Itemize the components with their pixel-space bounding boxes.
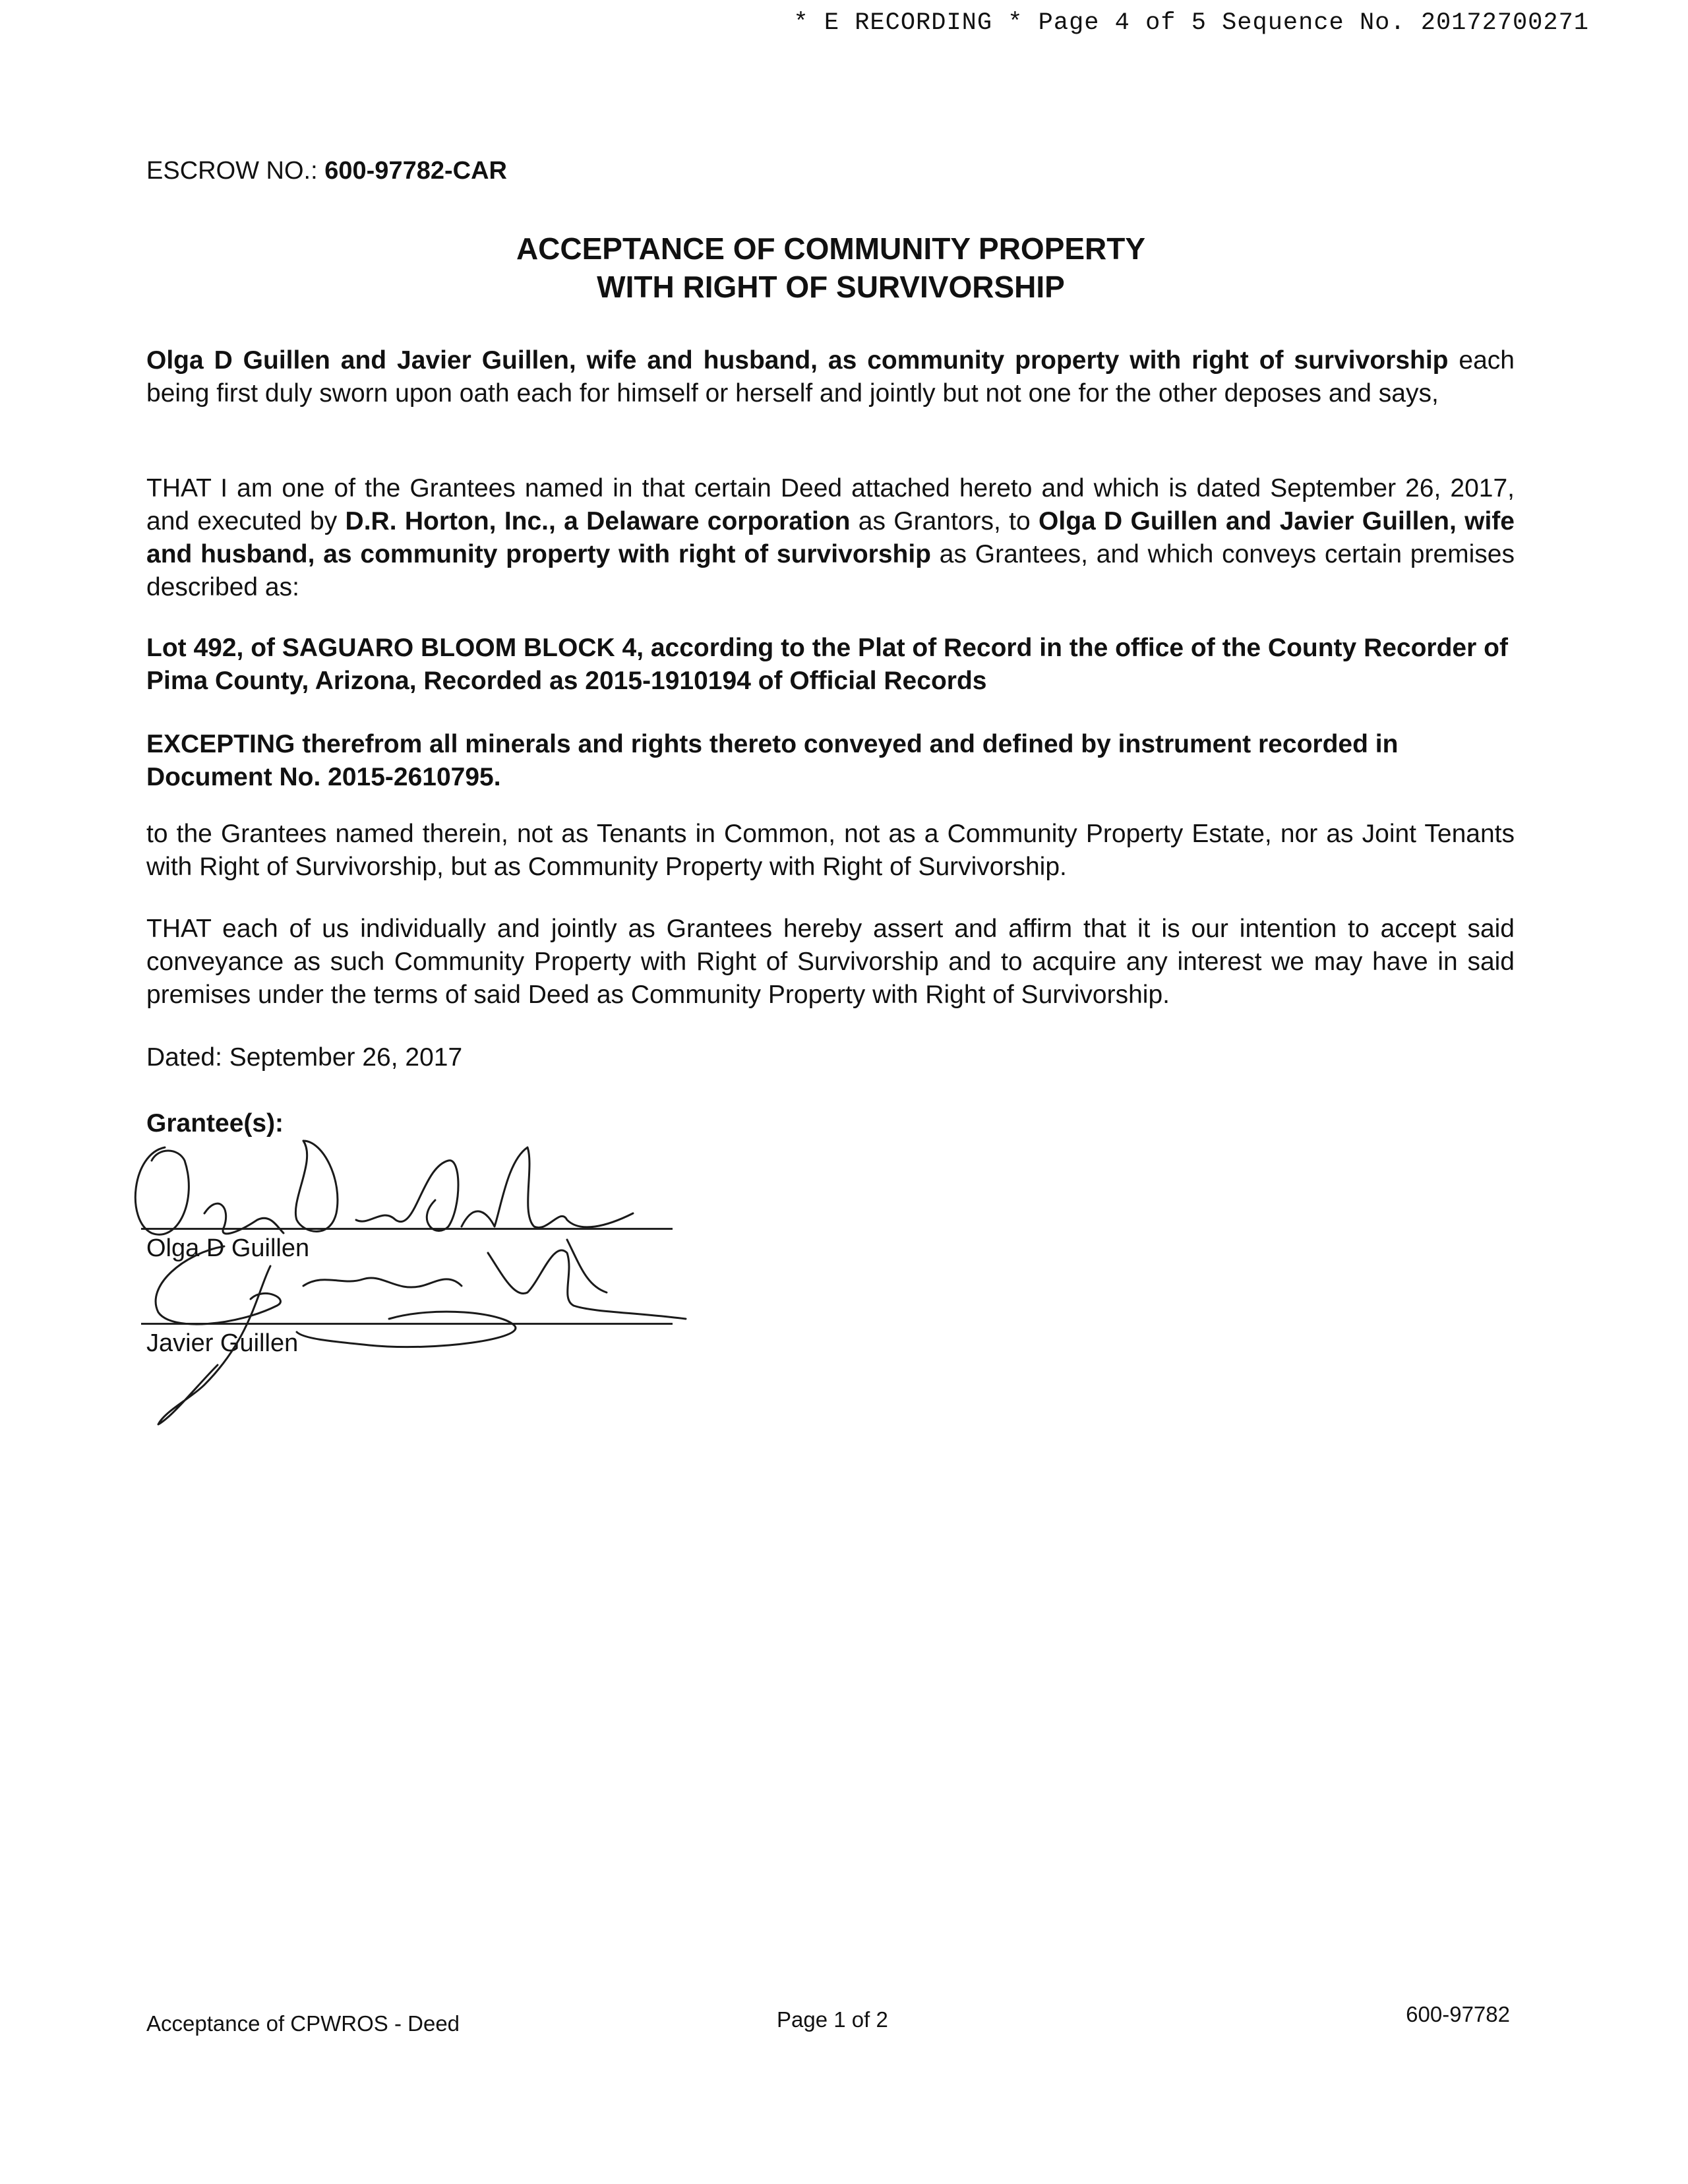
handwritten-signatures xyxy=(106,1121,738,1438)
grantor-name: D.R. Horton, Inc., a Delaware corporation xyxy=(345,507,851,535)
signature-javier-stroke-4 xyxy=(297,1312,516,1347)
paragraph-tenancy: to the Grantees named therein, not as Tenants in Common, not as a Community Property Estate, nor as Joint Tenants with Right of Survivorship, but as Community Property with Right of Survivorship. xyxy=(146,820,1515,881)
signature-olga-stroke-5 xyxy=(462,1147,633,1228)
escrow-value: 600-97782-CAR xyxy=(324,157,507,185)
oath-text: each being first duly sworn upon oath each for himself or herself and jointly but not one for the other deposes and says, xyxy=(146,346,1515,408)
signature-javier-stroke-6 xyxy=(567,1240,607,1292)
paragraph-affirmation: THAT each of us individually and jointly as Grantees hereby assert and affirm that it is our intention to accept said conveyance as such Community Property with Right of Survivorship and to acquire any interest we may have in said premises under the terms of said Deed as Community Property with Right of Survivorship. xyxy=(146,915,1515,1009)
paragraph-deed-reference xyxy=(146,472,1515,604)
mineral-exception: EXCEPTING therefrom all minerals and rights thereto conveyed and defined by instrument recorded in Document No. 2015-2610795. xyxy=(146,730,1399,791)
signature-javier-stroke-5 xyxy=(488,1250,686,1319)
title-line-1: ACCEPTANCE OF COMMUNITY PROPERTY xyxy=(516,231,1146,266)
deed-text-c: as Grantees, and which conveys certain premises described as: xyxy=(146,540,1515,601)
signature-olga-stroke-3 xyxy=(295,1141,338,1232)
paragraph-grantees-oath xyxy=(146,344,1515,410)
title-line-2: WITH RIGHT OF SURVIVORSHIP xyxy=(597,270,1065,304)
grantees-heading: Grantee(s): xyxy=(146,1109,284,1138)
grantees-names: Olga D Guillen and Javier Guillen, wife and husband, as community property with right of survivorship xyxy=(146,346,1449,375)
signature-olga-stroke-1 xyxy=(135,1147,189,1234)
signature-olga-stroke-4 xyxy=(356,1161,458,1231)
document-title xyxy=(0,229,1662,306)
signer-name-1: Olga D Guillen xyxy=(146,1234,310,1262)
footer-page: Page 1 of 2 xyxy=(777,2007,888,2032)
dated-line: Dated: September 26, 2017 xyxy=(146,1043,463,1072)
deed-text-a: THAT I am one of the Grantees named in that certain Deed attached hereto and which is dated September 26, 2017, and executed by xyxy=(146,474,1515,535)
escrow-number xyxy=(146,157,507,185)
grantee-names: Olga D Guillen and Javier Guillen, wife and husband, as community property with right of survivorship xyxy=(146,507,1515,568)
legal-description: Lot 492, of SAGUARO BLOOM BLOCK 4, according to the Plat of Record in the office of the County Recorder of Pima County, Arizona, Recorded as 2015-1910194 of Official Records xyxy=(146,634,1508,695)
signature-javier-stroke-3 xyxy=(303,1278,462,1287)
footer-left: Acceptance of CPWROS - Deed xyxy=(146,2011,460,2036)
footer-right: 600-97782 xyxy=(1406,2002,1510,2026)
escrow-label: ESCROW NO.: xyxy=(146,157,318,185)
signer-name-2: Javier Guillen xyxy=(146,1329,299,1357)
signature-olga-stroke-2 xyxy=(204,1203,284,1234)
recording-stamp: * E RECORDING * Page 4 of 5 Sequence No. 20172700271 xyxy=(793,9,1589,37)
deed-text-b: as Grantors, to xyxy=(850,507,1039,535)
signature-javier-stroke-2 xyxy=(158,1266,270,1424)
